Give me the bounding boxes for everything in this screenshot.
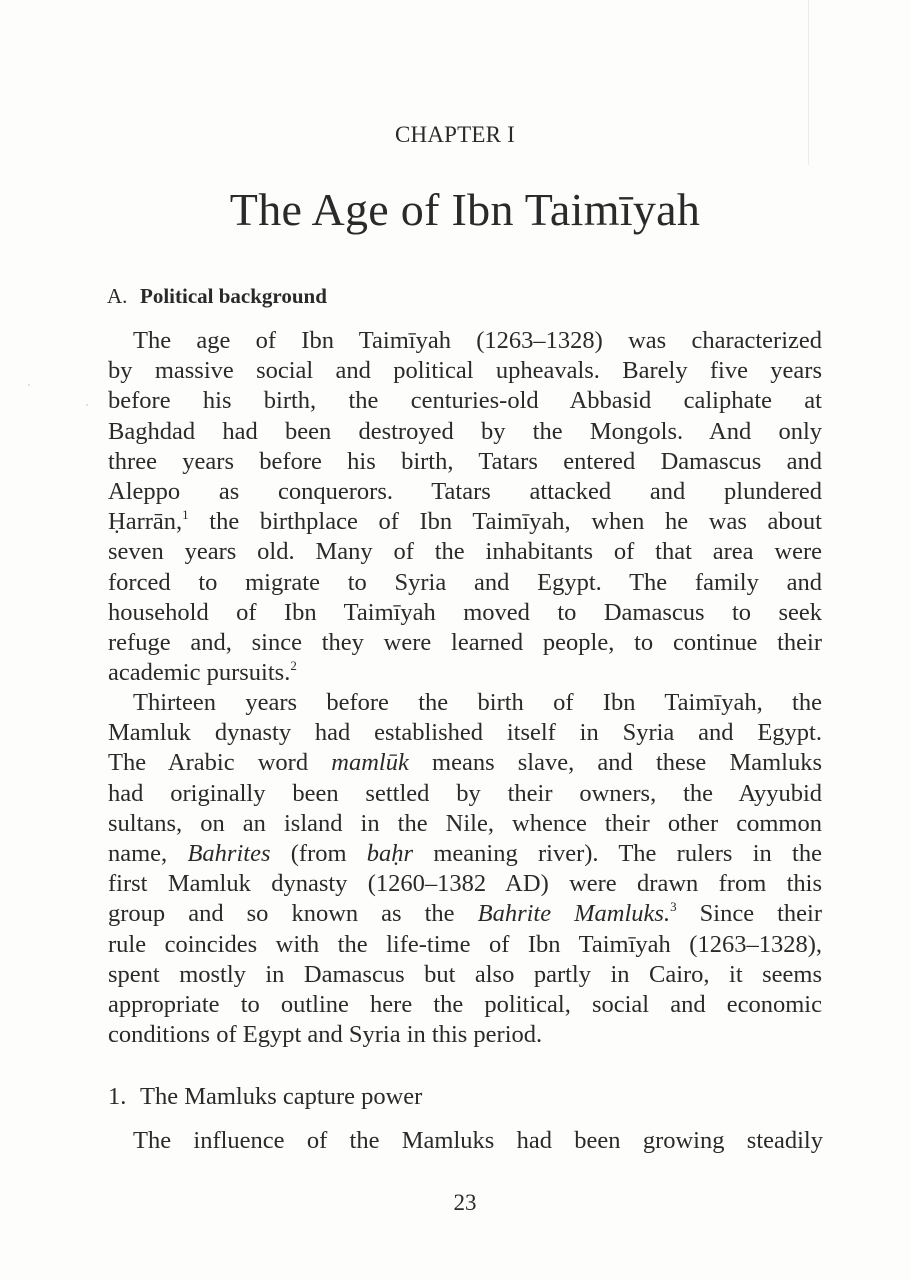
text-fragment: the birthplace of Ibn Taimīyah, when he was about	[188, 508, 822, 536]
text-line: spent mostly in Damascus but also partly in Cairo, it seems	[108, 960, 822, 988]
footnote-ref-3[interactable]: 3	[670, 899, 677, 915]
text-line: three years before his birth, Tatars entered Damascus and	[108, 447, 822, 475]
text-fragment: means slave, and these Mamluks	[408, 749, 823, 777]
text-line: Aleppo as conquerors. Tatars attacked and plundered	[108, 478, 822, 506]
text-line: first Mamluk dynasty (1260–1382 AD) were drawn from this	[108, 870, 822, 898]
page-number: 23	[453, 1190, 477, 1215]
text-line: rule coincides with the life-time of Ibn Taimīyah (1263–1328),	[108, 930, 822, 958]
italic-term-bahr: baḥr	[366, 840, 414, 868]
italic-term-bahrites: Bahrites	[187, 840, 271, 868]
text-line: had originally been settled by their owners, the Ayyubid	[108, 779, 822, 807]
text-line: Mamluk dynasty had established itself in Syria and Egypt.	[108, 719, 822, 747]
text-line: sultans, on an island in the Nile, whence their other common	[108, 809, 822, 837]
text-fragment: academic pursuits.	[108, 659, 291, 687]
text-fragment: (from	[270, 840, 367, 868]
scan-speck	[28, 384, 30, 386]
italic-term-bahrite-mamluks: Bahrite Mamluks.	[477, 900, 671, 928]
text-line: by massive social and political upheavals. Barely five years	[108, 357, 822, 385]
chapter-label: CHAPTER I	[394, 122, 515, 147]
text-line: forced to migrate to Syria and Egypt. The family and	[108, 568, 822, 596]
section-title: Political background	[140, 284, 327, 308]
text-line	[108, 748, 822, 778]
subsection-title: The Mamluks capture power	[140, 1083, 423, 1110]
text-line: appropriate to outline here the political, social and economic	[108, 991, 822, 1019]
text-line: Baghdad had been destroyed by the Mongols. And only	[108, 417, 822, 445]
text-fragment: name,	[108, 840, 188, 868]
text-line: refuge and, since they were learned people, to continue their	[108, 629, 822, 657]
text-fragment: group and so known as the	[108, 900, 478, 928]
text-line	[108, 899, 822, 929]
section-letter: A.	[107, 284, 128, 308]
subsection-number: 1.	[108, 1083, 127, 1110]
text-line: seven years old. Many of the inhabitants of that area were	[108, 538, 822, 566]
text-line: conditions of Egypt and Syria in this period.	[108, 1021, 543, 1049]
chapter-title: The Age of Ibn Taimīyah	[229, 184, 701, 235]
footnote-ref-1[interactable]: 1	[182, 507, 189, 523]
text-line	[108, 507, 822, 537]
section-heading	[107, 284, 327, 309]
scan-speck	[86, 404, 88, 406]
place-name-harran: Ḥarrān,	[108, 508, 183, 536]
text-line: before his birth, the centuries-old Abbasid caliphate at	[108, 387, 822, 415]
paragraph-1	[108, 326, 822, 688]
text-fragment: meaning river). The rulers in the	[413, 840, 822, 868]
text-line: The age of Ibn Taimīyah (1263–1328) was characterized	[133, 327, 822, 354]
italic-term-mamluk: mamlūk	[331, 749, 409, 777]
footnote-ref-2[interactable]: 2	[290, 658, 297, 674]
paragraph-2	[108, 688, 822, 1050]
text-line: household of Ibn Taimīyah moved to Damascus to seek	[108, 598, 822, 626]
text-fragment: The Arabic word	[108, 749, 332, 777]
text-line	[108, 839, 822, 869]
text-fragment: Since their	[676, 900, 823, 928]
text-line	[108, 658, 822, 688]
subsection-heading	[108, 1083, 422, 1111]
text-line: Thirteen years before the birth of Ibn Taimīyah, the	[133, 689, 822, 716]
continuation-line: The influence of the Mamluks had been growing steadily	[133, 1127, 823, 1154]
